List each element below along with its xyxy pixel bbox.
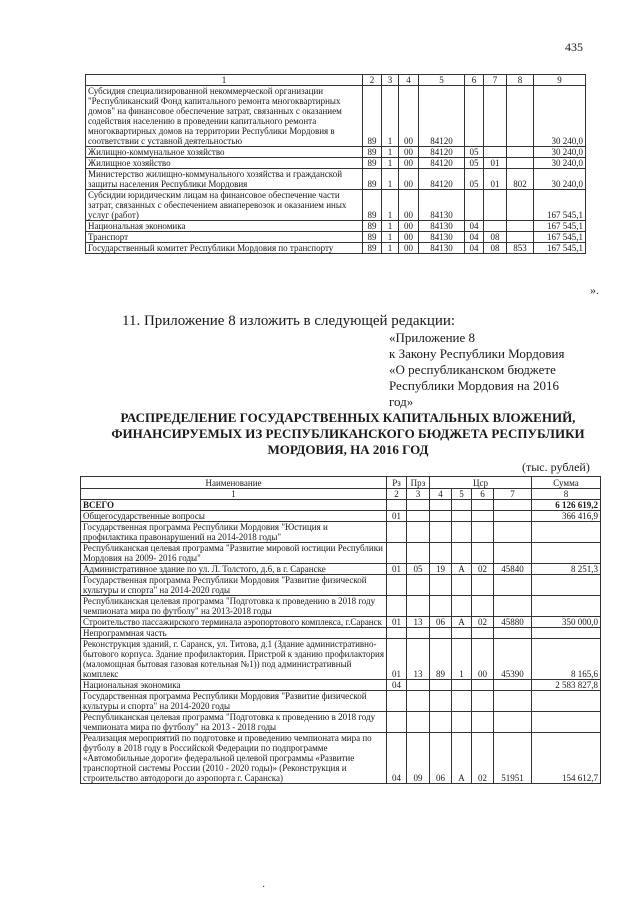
row-code: 04 [465, 243, 484, 254]
table-row [86, 147, 586, 158]
col-number: 3 [407, 489, 430, 500]
table-row [81, 522, 601, 543]
row-amount: 167 545,1 [534, 243, 586, 254]
row-csr [430, 543, 452, 564]
row-code: 1 [382, 158, 399, 169]
row-code: 08 [484, 243, 507, 254]
row-name: Республиканская целевая программа "Подготовка к проведению в 2018 году чемпионата мира по футболу" на 2013 - 2018 годы [81, 712, 387, 733]
units-label: (тыс. рублей) [522, 460, 590, 474]
row-code: 00 [399, 232, 419, 243]
row-csr: 02 [472, 733, 494, 784]
row-rz [387, 575, 407, 596]
capital-investment-table [80, 476, 601, 784]
row-csr [430, 522, 452, 543]
row-csr [452, 543, 472, 564]
row-prz [407, 543, 430, 564]
row-code: 04 [465, 232, 484, 243]
row-csr [430, 680, 452, 691]
title-line: МОРДОВИЯ, НА 2016 ГОД [267, 442, 429, 457]
table1-header-row [86, 75, 586, 86]
row-name: Транспорт [86, 232, 363, 243]
row-code: 89 [363, 221, 382, 232]
col-number: 2 [387, 489, 407, 500]
row-name: ВСЕГО [81, 500, 387, 511]
table-row [81, 617, 601, 628]
table-row [86, 169, 586, 190]
row-code: 89 [363, 158, 382, 169]
row-csr [430, 500, 452, 511]
col-header: 7 [484, 75, 507, 86]
row-name: Республиканская целевая программа "Подготовка к проведению в 2018 году чемпионата мира по футболу" на 2013-2018 годы [81, 596, 387, 617]
row-csr: А [452, 733, 472, 784]
row-code: 04 [465, 221, 484, 232]
table-row [81, 543, 601, 564]
table-row [86, 86, 586, 147]
row-prz: 09 [407, 733, 430, 784]
row-name: Административное здание по ул. Л. Толстого, д.6, в г. Саранске [81, 564, 387, 575]
row-name: Субсидия специализированной некоммерческой организации "Республиканский Фонд капитального ремонта многоквартирных домов" на финансовое обеспечение затрат, связанных с оказанием содействия населению в проведении капитального ремонта многоквартирных домов на территории Республики Мордовия в соответствии с уставной деятельностью [86, 86, 363, 147]
row-code: 853 [507, 243, 534, 254]
row-csr [494, 691, 532, 712]
row-sum [532, 575, 601, 596]
row-code: 84120 [419, 147, 465, 158]
row-code [484, 147, 507, 158]
row-prz [407, 596, 430, 617]
row-csr: А [452, 564, 472, 575]
row-csr [472, 522, 494, 543]
row-code: 1 [382, 169, 399, 190]
table-row [81, 511, 601, 522]
row-name: Общегосударственные вопросы [81, 511, 387, 522]
table-row [86, 221, 586, 232]
row-sum: 6 126 619,2 [532, 500, 601, 511]
page-mark: · [262, 882, 266, 893]
row-csr [430, 596, 452, 617]
row-csr [472, 575, 494, 596]
row-amount: 167 545,1 [534, 232, 586, 243]
table-row [86, 232, 586, 243]
row-amount: 167 545,1 [534, 190, 586, 221]
row-csr [452, 596, 472, 617]
row-amount: 30 240,0 [534, 169, 586, 190]
col-number: 7 [494, 489, 532, 500]
row-code [484, 86, 507, 147]
row-name: Национальная экономика [86, 221, 363, 232]
row-name: Государственная программа Республики Мордовия "Развитие физической культуры и спорта" на 2014-2020 годы [81, 691, 387, 712]
row-csr: 45880 [494, 617, 532, 628]
row-sum: 366 416,9 [532, 511, 601, 522]
row-prz [407, 522, 430, 543]
row-csr [494, 575, 532, 596]
row-code: 1 [382, 86, 399, 147]
row-code: 00 [399, 158, 419, 169]
row-code: 89 [363, 147, 382, 158]
row-code: 00 [399, 190, 419, 221]
row-sum: 8 165,6 [532, 639, 601, 680]
row-code: 05 [465, 147, 484, 158]
row-name: Национальная экономика [81, 680, 387, 691]
page-number: 435 [565, 40, 583, 54]
row-rz [387, 596, 407, 617]
row-csr: 51951 [494, 733, 532, 784]
row-prz [407, 500, 430, 511]
row-prz: 05 [407, 564, 430, 575]
row-csr [430, 712, 452, 733]
row-csr [452, 511, 472, 522]
table-row [81, 628, 601, 639]
row-name: Жилищное хозяйство [86, 158, 363, 169]
row-code: 00 [399, 221, 419, 232]
row-code: 08 [484, 232, 507, 243]
row-csr [494, 522, 532, 543]
row-prz [407, 712, 430, 733]
row-rz [387, 712, 407, 733]
row-rz: 01 [387, 617, 407, 628]
row-csr [472, 596, 494, 617]
appendix-line: год» [389, 394, 414, 409]
closing-quote: ». [590, 283, 599, 297]
table-row [81, 691, 601, 712]
row-code: 84130 [419, 232, 465, 243]
row-rz: 01 [387, 564, 407, 575]
row-prz [407, 511, 430, 522]
row-code: 1 [382, 243, 399, 254]
row-code: 1 [382, 147, 399, 158]
row-prz [407, 680, 430, 691]
table-row [81, 596, 601, 617]
row-prz [407, 628, 430, 639]
row-code: 89 [363, 243, 382, 254]
row-csr: 02 [472, 617, 494, 628]
row-csr [472, 628, 494, 639]
table-row [81, 564, 601, 575]
row-csr [452, 680, 472, 691]
table-row [86, 158, 586, 169]
row-csr: 02 [472, 564, 494, 575]
row-code [484, 221, 507, 232]
row-amount: 30 240,0 [534, 86, 586, 147]
row-code [507, 86, 534, 147]
row-name: Государственная программа Республики Мордовия "Юстиция и профилактика правонарушений на 2014-2018 годы" [81, 522, 387, 543]
allocation-table-continued [85, 74, 586, 254]
row-sum: 350 000,0 [532, 617, 601, 628]
row-csr: 06 [430, 617, 452, 628]
col-number: 1 [81, 489, 387, 500]
row-code [507, 147, 534, 158]
col-header-prz: Прз [407, 477, 430, 489]
row-csr [430, 575, 452, 596]
row-csr [494, 511, 532, 522]
col-number: 8 [532, 489, 601, 500]
row-sum [532, 712, 601, 733]
row-code: 00 [399, 169, 419, 190]
row-amount: 167 545,1 [534, 221, 586, 232]
row-prz [407, 691, 430, 712]
row-csr [494, 628, 532, 639]
table-row [81, 680, 601, 691]
col-header-sum: Сумма [532, 477, 601, 489]
row-csr: 1 [452, 639, 472, 680]
row-name: Министерство жилищно-коммунального хозяйства и гражданской защиты населения Республики Мордовия [86, 169, 363, 190]
row-rz: 01 [387, 511, 407, 522]
table-row [81, 733, 601, 784]
row-csr [472, 691, 494, 712]
row-code: 00 [399, 86, 419, 147]
row-name: Субсидии юридическим лицам на финансовое обеспечение части затрат, связанных с обеспечением авиаперевозок и оказанием иных услуг (работ) [86, 190, 363, 221]
row-sum [532, 691, 601, 712]
row-csr [430, 628, 452, 639]
row-name: Жилищно-коммунальное хозяйство [86, 147, 363, 158]
row-csr: 06 [430, 733, 452, 784]
col-header: 4 [399, 75, 419, 86]
row-csr: 45840 [494, 564, 532, 575]
table2-number-row [81, 489, 601, 500]
row-code: 84120 [419, 86, 465, 147]
row-prz [407, 575, 430, 596]
row-sum: 8 251,3 [532, 564, 601, 575]
table-row [81, 575, 601, 596]
row-sum [532, 596, 601, 617]
row-sum: 154 612,7 [532, 733, 601, 784]
row-amount: 30 240,0 [534, 158, 586, 169]
row-code: 84130 [419, 243, 465, 254]
row-csr [494, 543, 532, 564]
row-name: Реализация мероприятий по подготовке и проведению чемпионата мира по футболу в 2018 году в Российской Федерации по подпрограмме «Автомобильные дороги» федеральной целевой программы «Развитие транспортной системы России (2010 - 2020 годы)» (Реконструкция и строительство автодороги до аэропорта г. Саранска) [81, 733, 387, 784]
row-code: 84130 [419, 190, 465, 221]
table-row [81, 500, 601, 511]
row-code: 05 [465, 169, 484, 190]
row-csr [472, 680, 494, 691]
title-line: ФИНАНСИРУЕМЫХ ИЗ РЕСПУБЛИКАНСКОГО БЮДЖЕТА РЕСПУБЛИКИ [111, 426, 585, 441]
row-code: 89 [363, 169, 382, 190]
row-csr [494, 500, 532, 511]
col-header-csr: Цср [430, 477, 532, 489]
col-header: 3 [382, 75, 399, 86]
row-csr [430, 691, 452, 712]
col-number: 4 [430, 489, 452, 500]
row-code: 84120 [419, 169, 465, 190]
row-prz: 13 [407, 617, 430, 628]
row-sum [532, 543, 601, 564]
row-prz: 13 [407, 639, 430, 680]
col-number: 6 [472, 489, 494, 500]
row-code: 84130 [419, 221, 465, 232]
row-code: 01 [484, 158, 507, 169]
row-csr [472, 543, 494, 564]
row-name: Государственный комитет Республики Мордовия по транспорту [86, 243, 363, 254]
row-code [507, 190, 534, 221]
row-code: 1 [382, 190, 399, 221]
table-row [86, 243, 586, 254]
row-csr: 00 [472, 639, 494, 680]
row-sum: 2 583 827,8 [532, 680, 601, 691]
row-code: 01 [484, 169, 507, 190]
row-sum [532, 522, 601, 543]
row-name: Непрограммная часть [81, 628, 387, 639]
row-csr [452, 500, 472, 511]
row-code [465, 86, 484, 147]
row-name: Строительство пассажирского терминала аэропортового комплекса, г.Саранск [81, 617, 387, 628]
col-header: 2 [363, 75, 382, 86]
appendix-line: «О республиканском бюджете [389, 362, 556, 377]
table-row [81, 639, 601, 680]
title-line: РАСПРЕДЕЛЕНИЕ ГОСУДАРСТВЕННЫХ КАПИТАЛЬНЫХ ВЛОЖЕНИЙ, [120, 410, 576, 425]
row-csr: 19 [430, 564, 452, 575]
row-csr: А [452, 617, 472, 628]
col-header-name: Наименование [81, 477, 387, 489]
row-rz [387, 628, 407, 639]
row-code: 00 [399, 147, 419, 158]
row-rz [387, 543, 407, 564]
row-csr [430, 511, 452, 522]
appendix-line: к Закону Республики Мордовия [389, 346, 565, 361]
row-csr [472, 511, 494, 522]
row-code: 1 [382, 221, 399, 232]
row-code [484, 190, 507, 221]
col-header: 6 [465, 75, 484, 86]
row-code: 05 [465, 158, 484, 169]
row-csr [452, 691, 472, 712]
row-csr [452, 522, 472, 543]
col-header: 1 [86, 75, 363, 86]
row-name: Реконструкция зданий, г. Саранск, ул. Титова, д.1 (Здание административно-бытового корпуса. Здание профилактория. Пристрой к зданию профилактория (маломощная бытовая газовая котельная №1)) под административный комплекс [81, 639, 387, 680]
row-rz [387, 691, 407, 712]
row-rz [387, 522, 407, 543]
row-code: 84120 [419, 158, 465, 169]
row-csr [452, 575, 472, 596]
row-code: 802 [507, 169, 534, 190]
col-header-rz: Рз [387, 477, 407, 489]
row-csr [494, 712, 532, 733]
row-sum [532, 628, 601, 639]
col-number: 5 [452, 489, 472, 500]
table-row [86, 190, 586, 221]
row-name: Государственная программа Республики Мордовия "Развитие физической культуры и спорта" на 2014-2020 годы [81, 575, 387, 596]
row-code [507, 232, 534, 243]
row-code [507, 221, 534, 232]
row-csr [452, 712, 472, 733]
row-amount: 30 240,0 [534, 147, 586, 158]
section-heading: 11. Приложение 8 изложить в следующей редакции: [122, 313, 456, 329]
col-header: 8 [507, 75, 534, 86]
row-csr [472, 500, 494, 511]
row-csr [494, 680, 532, 691]
row-name: Республиканская целевая программа "Развитие мировой юстиции Республики Мордовия на 2009- 2016 годы" [81, 543, 387, 564]
row-code [465, 190, 484, 221]
row-code: 00 [399, 243, 419, 254]
row-code: 89 [363, 190, 382, 221]
row-csr [472, 712, 494, 733]
row-rz: 04 [387, 680, 407, 691]
col-header: 9 [534, 75, 586, 86]
row-rz: 01 [387, 639, 407, 680]
row-csr: 45390 [494, 639, 532, 680]
appendix-line: Республики Мордовия на 2016 [389, 378, 559, 393]
row-csr [494, 596, 532, 617]
table-row [81, 712, 601, 733]
row-rz [387, 500, 407, 511]
document-title [88, 410, 608, 458]
row-code: 89 [363, 86, 382, 147]
table2-header-row [81, 477, 601, 489]
appendix-line: «Приложение 8 [389, 330, 476, 345]
appendix-reference [389, 330, 609, 410]
row-rz: 04 [387, 733, 407, 784]
row-code: 1 [382, 232, 399, 243]
row-csr: 89 [430, 639, 452, 680]
col-header: 5 [419, 75, 465, 86]
row-code [507, 158, 534, 169]
row-code: 89 [363, 232, 382, 243]
row-csr [452, 628, 472, 639]
